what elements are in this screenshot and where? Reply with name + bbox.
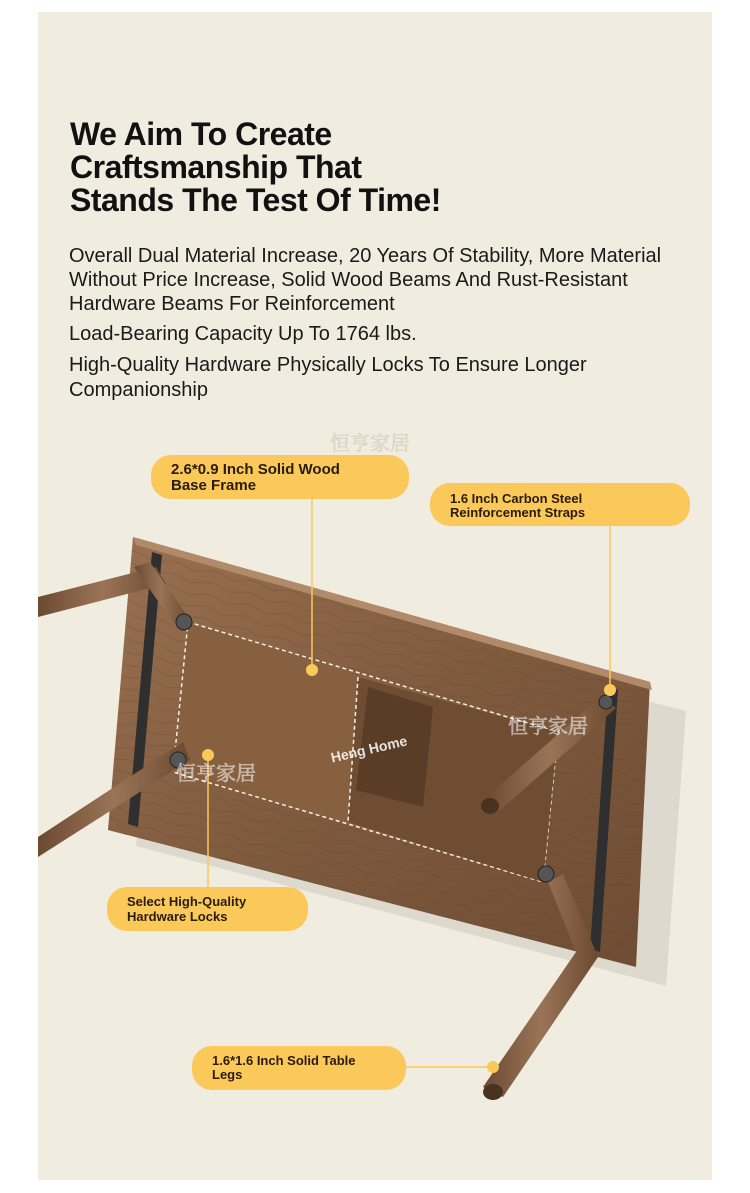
description-paragraph-1: Overall Dual Material Increase, 20 Years Of Stability, More Material Without Price Increase, Solid Wood Beams And Rust-Resistant Hardware Beams For Reinforcement [69, 245, 662, 315]
product-panel [38, 12, 712, 1180]
callout-table-legs-line-1: 1.6*1.6 Inch Solid Table [212, 1053, 356, 1068]
description-paragraph-2: Load-Bearing Capacity Up To 1764 lbs. [69, 323, 417, 345]
brand-label: Heng Home [329, 732, 409, 766]
callout-steel-straps [430, 483, 690, 526]
corner-lock-1 [176, 614, 192, 630]
description-paragraph-3: High-Quality Hardware Physically Locks To Ensure Longer Companionship [69, 354, 587, 401]
corner-lock-3 [538, 866, 554, 882]
headline [70, 118, 670, 217]
callout-table-legs-line-2: Legs [212, 1067, 243, 1082]
leader-straps-dot [604, 684, 616, 696]
callout-base-frame [151, 455, 409, 499]
corner-lock-4 [599, 695, 613, 709]
callout-steel-straps-line-1: 1.6 Inch Carbon Steel [450, 491, 583, 506]
headline-line-2: Craftsmanship That [70, 149, 362, 185]
leg-right-lower-foot [483, 1084, 503, 1100]
description [69, 244, 679, 409]
watermark-left: 恒亨家居 [176, 761, 256, 785]
leader-frame-dot [306, 664, 318, 676]
callout-steel-straps-line-2: Reinforcement Straps [450, 505, 586, 520]
watermark-right: 恒亨家居 [508, 714, 588, 738]
watermark-top: 恒亨家居 [330, 431, 410, 455]
callout-hardware-locks-line-2: Hardware Locks [127, 909, 228, 924]
callout-hardware-locks [107, 887, 308, 931]
callout-base-frame-line-1: 2.6*0.9 Inch Solid Wood [171, 461, 340, 478]
callout-base-frame-line-2: Base Frame [171, 477, 257, 494]
headline-line-1: We Aim To Create [70, 116, 332, 152]
leg-right-upper-foot [481, 798, 499, 814]
callout-table-legs [192, 1046, 406, 1090]
callout-hardware-locks-line-1: Select High-Quality [127, 894, 247, 909]
leader-legs-dot [487, 1061, 499, 1073]
headline-line-3: Stands The Test Of Time! [70, 182, 441, 218]
